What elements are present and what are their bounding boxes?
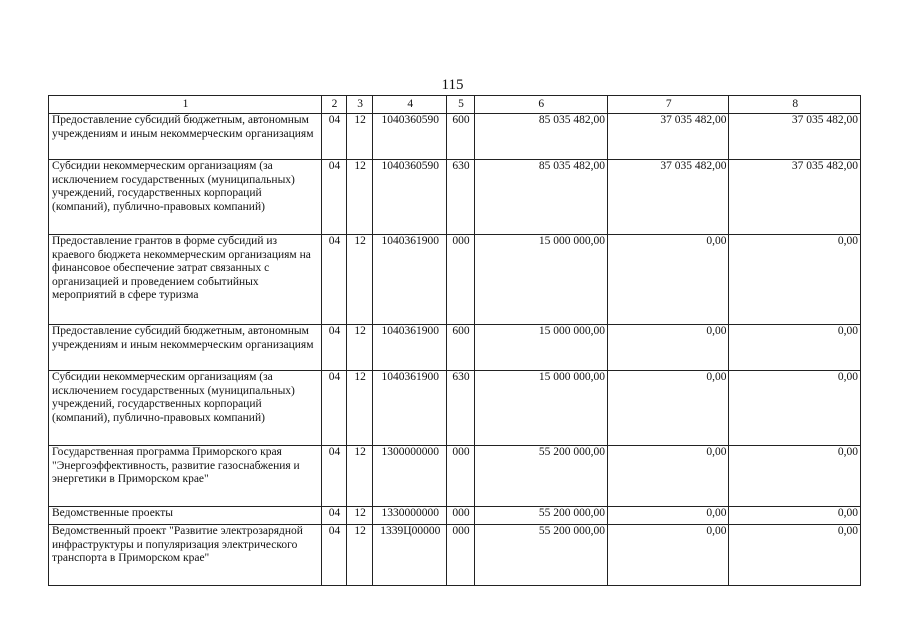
subsection-code: 12 — [347, 507, 373, 525]
amount-col-8: 0,00 — [729, 371, 861, 446]
amount-col-8: 0,00 — [729, 507, 861, 525]
expense-type-code: 630 — [447, 160, 474, 235]
column-header-5: 5 — [447, 96, 474, 114]
column-header-7: 7 — [608, 96, 729, 114]
row-name: Субсидии некоммерческим организациям (за исключением государственных (муниципальных) учреждений, государственных корпораций (компаний), публично-правовых компаний) — [49, 160, 322, 235]
section-code: 04 — [322, 160, 347, 235]
amount-col-8: 37 035 482,00 — [729, 160, 861, 235]
subsection-code: 12 — [347, 160, 373, 235]
expense-type-code: 630 — [447, 371, 474, 446]
table-row — [49, 325, 861, 371]
row-name: Ведомственные проекты — [49, 507, 322, 525]
section-code: 04 — [322, 507, 347, 525]
row-name: Государственная программа Приморского края "Энергоэффективность, развитие газоснабжения и энергетики в Приморском крае" — [49, 446, 322, 507]
target-article-code: 1040361900 — [373, 371, 447, 446]
amount-col-8: 0,00 — [729, 325, 861, 371]
amount-col-8: 0,00 — [729, 235, 861, 325]
table-row — [49, 371, 861, 446]
target-article-code: 1040361900 — [373, 325, 447, 371]
amount-col-7: 0,00 — [608, 325, 729, 371]
amount-col-6: 15 000 000,00 — [474, 371, 607, 446]
amount-col-6: 55 200 000,00 — [474, 446, 607, 507]
amount-col-7: 37 035 482,00 — [608, 114, 729, 160]
amount-col-7: 0,00 — [608, 446, 729, 507]
amount-col-7: 0,00 — [608, 507, 729, 525]
expense-type-code: 000 — [447, 235, 474, 325]
target-article-code: 1040360590 — [373, 114, 447, 160]
section-code: 04 — [322, 235, 347, 325]
subsection-code: 12 — [347, 114, 373, 160]
expense-type-code: 000 — [447, 507, 474, 525]
table-row — [49, 525, 861, 586]
column-header-4: 4 — [373, 96, 447, 114]
subsection-code: 12 — [347, 525, 373, 586]
section-code: 04 — [322, 371, 347, 446]
column-header-1: 1 — [49, 96, 322, 114]
row-name: Субсидии некоммерческим организациям (за исключением государственных (муниципальных) учреждений, государственных корпораций (компаний), публично-правовых компаний) — [49, 371, 322, 446]
table-row — [49, 507, 861, 525]
table-header — [49, 96, 861, 114]
expense-type-code: 000 — [447, 446, 474, 507]
column-header-8: 8 — [729, 96, 861, 114]
table-row — [49, 446, 861, 507]
subsection-code: 12 — [347, 446, 373, 507]
target-article-code: 1040361900 — [373, 235, 447, 325]
amount-col-6: 55 200 000,00 — [474, 507, 607, 525]
row-name: Предоставление субсидий бюджетным, автономным учреждениям и иным некоммерческим организациям — [49, 325, 322, 371]
column-header-6: 6 — [474, 96, 607, 114]
target-article-code: 1330000000 — [373, 507, 447, 525]
table-row — [49, 235, 861, 325]
amount-col-6: 55 200 000,00 — [474, 525, 607, 586]
subsection-code: 12 — [347, 325, 373, 371]
budget-table — [48, 95, 861, 586]
table-body — [49, 114, 861, 586]
target-article-code: 1040360590 — [373, 160, 447, 235]
amount-col-7: 37 035 482,00 — [608, 160, 729, 235]
row-name: Ведомственный проект "Развитие электрозарядной инфраструктуры и популяризация электрического транспорта в Приморском крае" — [49, 525, 322, 586]
section-code: 04 — [322, 114, 347, 160]
expense-type-code: 600 — [447, 325, 474, 371]
table-row — [49, 114, 861, 160]
expense-type-code: 600 — [447, 114, 474, 160]
amount-col-6: 85 035 482,00 — [474, 114, 607, 160]
amount-col-6: 15 000 000,00 — [474, 325, 607, 371]
column-header-2: 2 — [322, 96, 347, 114]
amount-col-6: 15 000 000,00 — [474, 235, 607, 325]
section-code: 04 — [322, 525, 347, 586]
amount-col-8: 0,00 — [729, 525, 861, 586]
subsection-code: 12 — [347, 235, 373, 325]
target-article-code: 1300000000 — [373, 446, 447, 507]
amount-col-8: 0,00 — [729, 446, 861, 507]
section-code: 04 — [322, 446, 347, 507]
header-row — [49, 96, 861, 114]
expense-type-code: 000 — [447, 525, 474, 586]
amount-col-7: 0,00 — [608, 525, 729, 586]
amount-col-7: 0,00 — [608, 235, 729, 325]
row-name: Предоставление грантов в форме субсидий из краевого бюджета некоммерческим организациям на финансовое обеспечение затрат связанных с организацией и проведением событийных мероприятий в сфере туризма — [49, 235, 322, 325]
row-name: Предоставление субсидий бюджетным, автономным учреждениям и иным некоммерческим организациям — [49, 114, 322, 160]
amount-col-6: 85 035 482,00 — [474, 160, 607, 235]
amount-col-8: 37 035 482,00 — [729, 114, 861, 160]
target-article-code: 1339Ц00000 — [373, 525, 447, 586]
subsection-code: 12 — [347, 371, 373, 446]
amount-col-7: 0,00 — [608, 371, 729, 446]
column-header-3: 3 — [347, 96, 373, 114]
page-number: 115 — [441, 77, 464, 93]
section-code: 04 — [322, 325, 347, 371]
table-row — [49, 160, 861, 235]
